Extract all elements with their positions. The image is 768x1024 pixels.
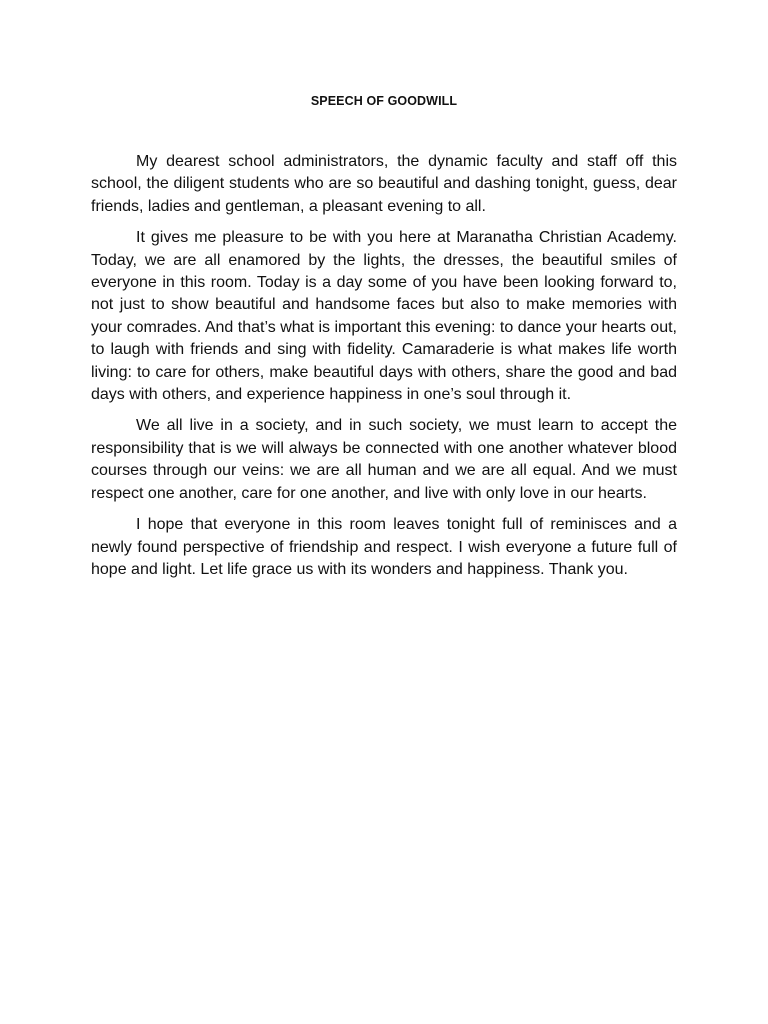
paragraph-society: We all live in a society, and in such society, we must learn to accept the responsibility that is we will always be connected with one another whatever blood courses through our veins: we are all human and we are all equal. And we must respect one another, care for one another, and live with only love in our hearts.	[91, 417, 677, 502]
document-body	[91, 151, 677, 590]
paragraph-greeting: My dearest school administrators, the dynamic faculty and staff off this school, the diligent students who are so beautiful and dashing tonight, guess, dear friends, ladies and gentleman, a pleasant evening to all.	[91, 153, 677, 215]
paragraph-closing: I hope that everyone in this room leaves tonight full of reminisces and a newly found perspective of friendship and respect. I wish everyone a future full of hope and light. Let life grace us with its wonders and happiness. Thank you.	[91, 516, 677, 578]
document-title: SPEECH OF GOODWILL	[310, 94, 458, 108]
paragraph-celebration: It gives me pleasure to be with you here at Maranatha Christian Academy. Today, we are all enamored by the lights, the dresses, the beautiful smiles of everyone in this room. Today is a day some of you have been looking forward to, not just to show beautiful and handsome faces but also to make memories with your comrades. And that’s what is important this evening: to dance your hearts out, to laugh with friends and sing with fidelity. Camaraderie is what makes life worth living: to care for others, make beautiful days with others, share the good and bad days with others, and experience happiness in one’s soul through it.	[91, 229, 677, 404]
